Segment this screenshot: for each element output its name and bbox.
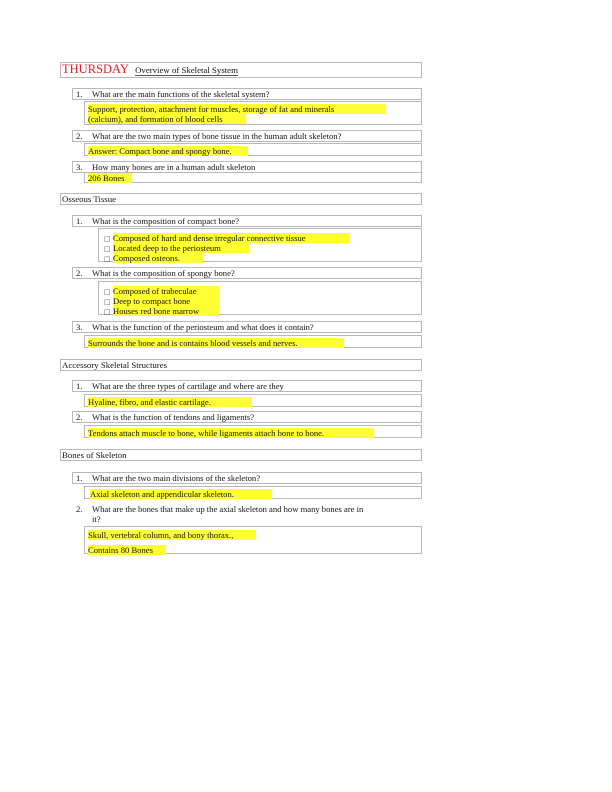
- question-text: What is the function of tendons and ligaments?: [92, 412, 255, 422]
- question-text: What is the function of the periosteum and what does it contain?: [92, 322, 314, 332]
- question-text: What are the main functions of the skeletal system?: [92, 89, 270, 99]
- question-number: 1.: [76, 381, 83, 391]
- question-number: 1.: [76, 216, 83, 226]
- question: [76, 216, 239, 226]
- question-number: 1.: [76, 473, 83, 483]
- header: [62, 64, 238, 75]
- question: [76, 268, 235, 278]
- question-number: 3.: [76, 322, 83, 332]
- bullet-text: Deep to compact bone: [113, 296, 219, 306]
- question: [76, 131, 341, 141]
- question-text: What are the two main divisions of the skeleton?: [92, 473, 261, 483]
- checkbox-bullet-icon: □: [104, 298, 111, 306]
- question: [76, 412, 254, 422]
- bullet-item: [104, 253, 203, 264]
- answer-box: [84, 172, 422, 183]
- question: [76, 504, 363, 514]
- question-number: 3.: [76, 162, 83, 172]
- checkbox-bullet-icon: □: [104, 308, 111, 316]
- question: [76, 162, 255, 172]
- bullet-text: Located deep to the periosteum: [113, 243, 249, 253]
- section-title: Accessory Skeletal Structures: [62, 360, 168, 370]
- question-text: What are the bones that make up the axial skeleton and how many bones are in: [92, 504, 364, 514]
- day-title: THURSDAY: [62, 62, 129, 76]
- bullet-item: [104, 306, 219, 317]
- answer-line: Hyaline, fibro, and elastic cartilage.: [88, 397, 252, 407]
- answer-line: Skull, vertebral column, and bony thorax.,: [88, 530, 256, 540]
- checkbox-bullet-icon: □: [104, 288, 111, 296]
- page-title: Overview of Skeletal System: [135, 65, 238, 75]
- bullet-text: Composed of hard and dense irregular connective tissue: [113, 233, 349, 243]
- question: [76, 473, 260, 483]
- question-number: 1.: [76, 89, 83, 99]
- bullet-text: Composed of trabeculae: [113, 286, 219, 296]
- answer-line: Surrounds the bone and is contains blood vessels and nerves.: [88, 338, 344, 348]
- question-text: What is the composition of compact bone?: [92, 216, 240, 226]
- bullet-text: Composed osteons.: [113, 253, 203, 263]
- bullet-text: Houses red bone marrow: [113, 306, 219, 316]
- question-text-continued: it?: [92, 514, 101, 524]
- answer-line: Answer: Compact bone and spongy bone.: [88, 146, 248, 156]
- checkbox-bullet-icon: □: [104, 245, 111, 253]
- answer-line: Contains 80 Bones: [88, 545, 166, 555]
- question: [76, 381, 284, 391]
- question-text: What is the composition of spongy bone?: [92, 268, 235, 278]
- answer-line: Axial skeleton and appendicular skeleton.: [90, 489, 272, 499]
- checkbox-bullet-icon: □: [104, 235, 111, 243]
- question-number: 2.: [76, 131, 83, 141]
- checkbox-bullet-icon: □: [104, 255, 111, 263]
- answer-line: (calcium), and formation of blood cells: [88, 114, 246, 124]
- answer-line: Tendons attach muscle to bone, while ligaments attach bone to bone.: [88, 428, 374, 438]
- section-title: Osseous Tissue: [62, 194, 117, 204]
- question: [76, 322, 314, 332]
- answer-line: Support, protection, attachment for muscles, storage of fat and minerals: [88, 104, 386, 114]
- question-number: 2.: [76, 268, 83, 278]
- section-title: Bones of Skeleton: [62, 450, 127, 460]
- question-number: 2.: [76, 504, 83, 514]
- question-text: What are the three types of cartilage and where are they: [92, 381, 284, 391]
- question-text: How many bones are in a human adult skeleton: [92, 162, 256, 172]
- question-text: What are the two main types of bone tissue in the human adult skeleton?: [92, 131, 342, 141]
- answer-line: 206 Bones: [88, 173, 132, 183]
- question: [76, 89, 270, 99]
- question-number: 2.: [76, 412, 83, 422]
